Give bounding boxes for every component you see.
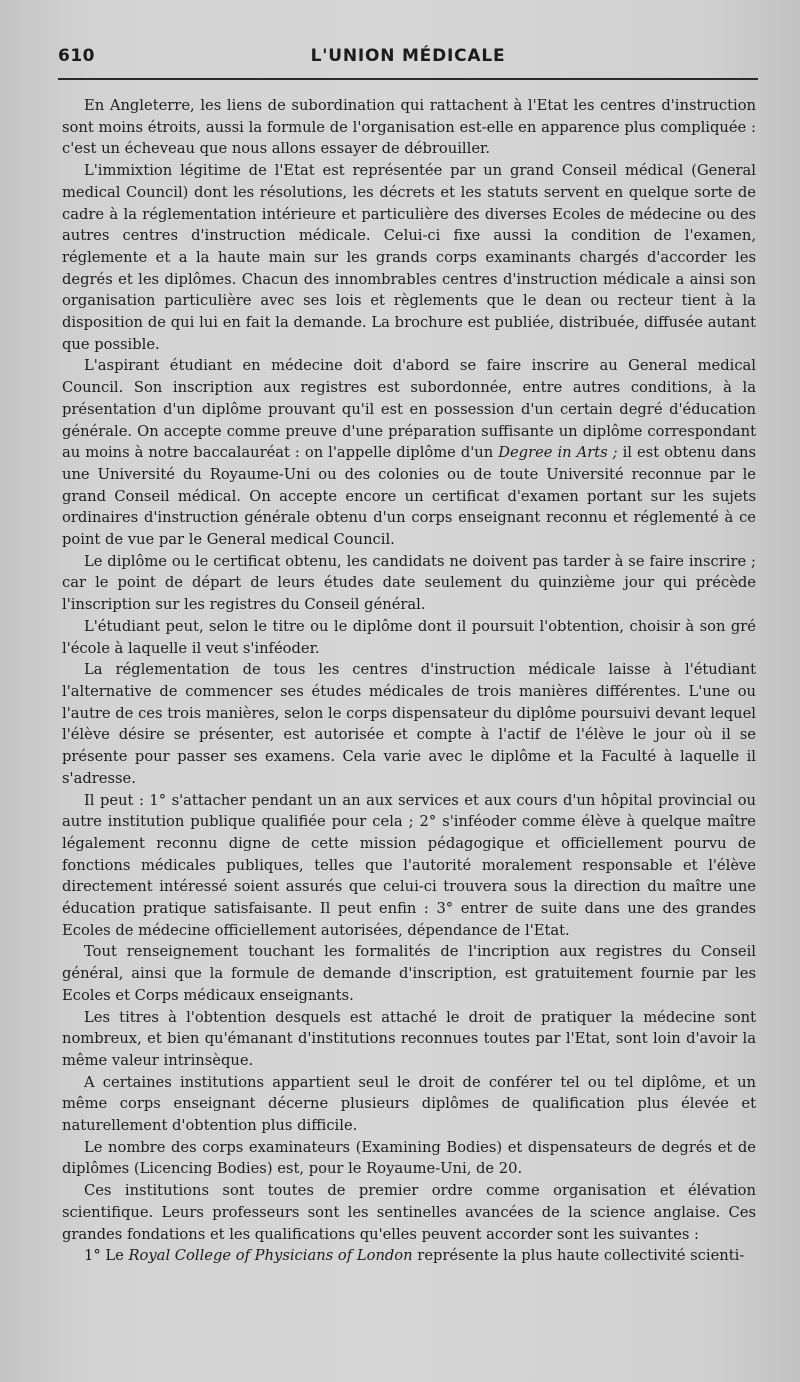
paragraph: En Angleterre, les liens de subordination qui rattachent à l'Etat les centres d'instruction sont moins étroits, aussi la formule de l'organisation est-elle en apparence plus compliquée : c'est un écheveau que nous allons essayer de débrouiller.	[62, 97, 756, 158]
italic-text: Degree in Arts ;	[498, 444, 618, 462]
paragraph-text: 1° Le	[84, 1247, 129, 1265]
paragraph	[62, 355, 756, 550]
body-text	[62, 95, 756, 1267]
paragraph: Le diplôme ou le certificat obtenu, les candidats ne doivent pas tarder à se faire inscrire ; car le point de départ de leurs études date seulement du quinzième jour qui précède l'inscription sur les registres du Conseil général.	[62, 552, 756, 614]
paragraph-text: représente la plus haute collectivité scienti-	[412, 1247, 745, 1265]
paragraph: La réglementation de tous les centres d'instruction médicale laisse à l'étudiant l'alternative de commencer ses études médicales de trois manières différentes. L'une ou l'autre de ces trois manières, selon le corps dispensateur du diplôme poursuivi devant lequel l'élève désire se présenter, est autorisée et compte à l'actif de l'élève le jour où il se présente pour passer ses examens. Cela varie avec le diplôme et la Faculté à laquelle il s'adresse.	[62, 661, 756, 787]
paragraph: Les titres à l'obtention desquels est attaché le droit de pratiquer la médecine sont nombreux, et bien qu'émanant d'institutions reconnues toutes par l'Etat, sont loin d'avoir la même valeur intrinsèque.	[62, 1008, 756, 1069]
paragraph-text: il est obtenu dans une Université du Royaume-Uni ou des colonies ou de toute Université reconnue par le grand Conseil médical. On accepte encore un certificat d'examen portant sur les sujets ordinaires d'instruction générale obtenu d'un corps enseignant reconnu et réglementé à ce point de vue par le General medical Council.	[62, 444, 756, 549]
italic-text: Royal College of Physicians of London	[128, 1247, 413, 1265]
paragraph	[62, 1245, 756, 1267]
paragraph: Il peut : 1° s'attacher pendant un an aux services et aux cours d'un hôpital provincial ou autre institution publique qualifiée pour cela ; 2° s'inféoder comme élève à quelque maître légalement reconnu digne de cette mission pédagogique et officiellement pourvu de fonctions médicales publiques, telles que l'autorité moralement responsable et l'élève directement intéressé soient assurés que celui-ci trouvera sous la direction du maître une éducation pratique satisfaisante. Il peut enfin : 3° entrer de suite dans une des grandes Ecoles de médecine officiellement autorisées, dépendance de l'Etat.	[62, 791, 756, 939]
header-rule	[58, 78, 758, 80]
page-number: 610	[58, 46, 95, 66]
paragraph: L'immixtion légitime de l'Etat est représentée par un grand Conseil médical (General medical Council) dont les résolutions, les décrets et les statuts servent en quelque sorte de cadre à la réglementation intérieure et particulière des diverses Ecoles de médecine ou des autres centres d'instruction médicale. Celui-ci fixe aussi la condition de l'examen, réglemente et a la haute main sur les grands corps examinants chargés d'accorder les degrés et les diplômes. Chacun des innombrables centres d'instruction médicale a ainsi son organisation particulière avec ses lois et règlements que le dean ou recteur tient à la disposition de qui lui en fait la demande. La brochure est publiée, distribuée, diffusée autant que possible.	[62, 162, 756, 353]
running-title: L'UNION MÉDICALE	[310, 46, 506, 66]
paragraph: Ces institutions sont toutes de premier ordre comme organisation et élévation scientifique. Leurs professeurs sont les sentinelles avancées de la science anglaise. Ces grandes fondations et les qualifications qu'elles peuvent accorder sont les suivantes :	[62, 1182, 756, 1243]
page-header	[58, 44, 758, 74]
paragraph: A certaines institutions appartient seul le droit de conférer tel ou tel diplôme, et un même corps enseignant décerne plusieurs diplômes de qualification plus élevée et naturellement d'obtention plus difficile.	[62, 1073, 756, 1135]
paragraph: L'étudiant peut, selon le titre ou le diplôme dont il poursuit l'obtention, choisir à son gré l'école à laquelle il veut s'inféoder.	[62, 617, 756, 657]
paragraph: Le nombre des corps examinateurs (Examining Bodies) et dispensateurs de degrés et de diplômes (Licencing Bodies) est, pour le Royaume-Uni, de 20.	[62, 1138, 756, 1178]
paragraph-text: L'aspirant étudiant en médecine doit d'abord se faire inscrire au General medical Council. Son inscription aux registres est subordonnée, entre autres conditions, à la présentation d'un diplôme prouvant qu'il est en possession d'un certain degré d'éducation générale. On accepte comme preuve d'une préparation suffisante un diplôme correspondant au moins à notre baccalauréat : on l'appelle diplôme d'un	[62, 357, 756, 462]
paragraph: Tout renseignement touchant les formalités de l'incription aux registres du Conseil général, ainsi que la formule de demande d'inscription, est gratuitement fournie par les Ecoles et Corps médicaux enseignants.	[62, 943, 756, 1004]
